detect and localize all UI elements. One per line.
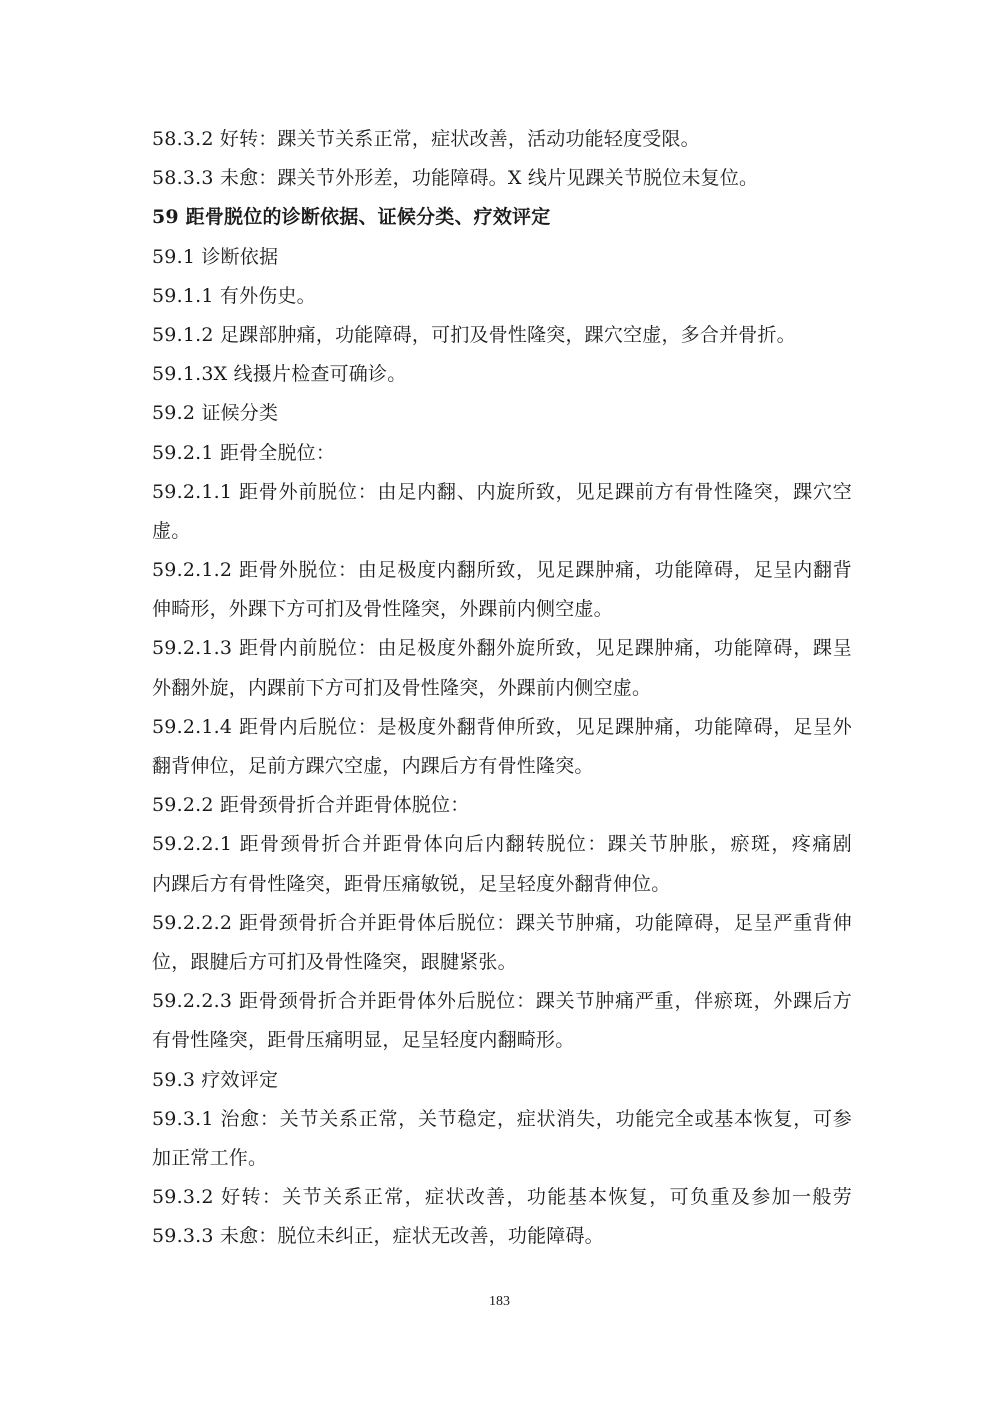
text-line: 59.2.1.4 距骨内后脱位：是极度外翻背伸所致，见足踝肿痛，功能障碍，足呈外	[152, 715, 852, 738]
text-line: 59.2.1.3 距骨内前脱位：由足极度外翻外旋所致，见足踝肿痛，功能障碍，踝呈	[152, 637, 852, 660]
text-line: 59.3 疗效评定	[152, 1068, 279, 1091]
text-line: 59.1.2 足踝部肿痛，功能障碍，可扪及骨性隆突，踝穴空虚，多合并骨折。	[152, 323, 796, 346]
page-number: 183	[489, 1294, 510, 1309]
text-line: 59.2.1 距骨全脱位：	[152, 441, 336, 464]
text-line: 59.2.2.2 距骨颈骨折合并距骨体后脱位：踝关节肿痛，功能障碍，足呈严重背伸	[152, 911, 852, 934]
text-line: 59.1.1 有外伤史。	[152, 284, 316, 307]
text-line: 伸畸形，外踝下方可扪及骨性隆突，外踝前内侧空虚。	[152, 598, 613, 621]
text-line: 内踝后方有骨性隆突，距骨压痛敏锐，足呈轻度外翻背伸位。	[152, 872, 671, 895]
text-line: 59.3.2 好转：关节关系正常，症状改善，功能基本恢复，可负重及参加一般劳	[152, 1186, 852, 1209]
text-line: 59.2 证候分类	[152, 402, 279, 425]
text-line: 59.2.1.1 距骨外前脱位：由足内翻、内旋所致，见足踝前方有骨性隆突，踝穴空	[152, 480, 852, 503]
text-line: 58.3.3 未愈：踝关节外形差，功能障碍。X 线片见踝关节脱位未复位。	[152, 167, 759, 190]
text-line: 虚。	[152, 519, 191, 542]
document-body	[152, 120, 852, 1256]
text-line: 翻背伸位，足前方踝穴空虚，内踝后方有骨性隆突。	[152, 755, 594, 777]
text-line: 有骨性隆突，距骨压痛明显，足呈轻度内翻畸形。	[152, 1029, 575, 1052]
text-line: 59.3.3 未愈：脱位未纠正，症状无改善，功能障碍。	[152, 1225, 604, 1248]
text-line: 58.3.2 好转：踝关节关系正常，症状改善，活动功能轻度受限。	[152, 128, 700, 150]
text-line: 59.2.2 距骨颈骨折合并距骨体脱位：	[152, 794, 470, 817]
text-line: 外翻外旋，内踝前下方可扪及骨性隆突，外踝前内侧空虚。	[152, 676, 652, 699]
text-line: 59.1 诊断依据	[152, 245, 279, 268]
text-line: 位，跟腱后方可扪及骨性隆突，跟腱紧张。	[152, 950, 517, 973]
text-line: 59.2.1.2 距骨外脱位：由足极度内翻所致，见足踝肿痛，功能障碍，足呈内翻背	[152, 559, 852, 582]
text-line: 59.3.1 治愈：关节关系正常，关节稳定，症状消失，功能完全或基本恢复，可参	[152, 1107, 852, 1130]
text-line: 59.1.3X 线摄片检查可确诊。	[152, 363, 407, 386]
text-line: 59.2.2.3 距骨颈骨折合并距骨体外后脱位：踝关节肿痛严重，伴瘀斑，外踝后方	[152, 990, 852, 1013]
text-line: 加正常工作。	[152, 1146, 268, 1169]
section-heading: 59 距骨脱位的诊断依据、证候分类、疗效评定	[152, 206, 551, 229]
text-line: 59.2.2.1 距骨颈骨折合并距骨体向后内翻转脱位：踝关节肿胀，瘀斑，疼痛剧	[152, 833, 852, 856]
